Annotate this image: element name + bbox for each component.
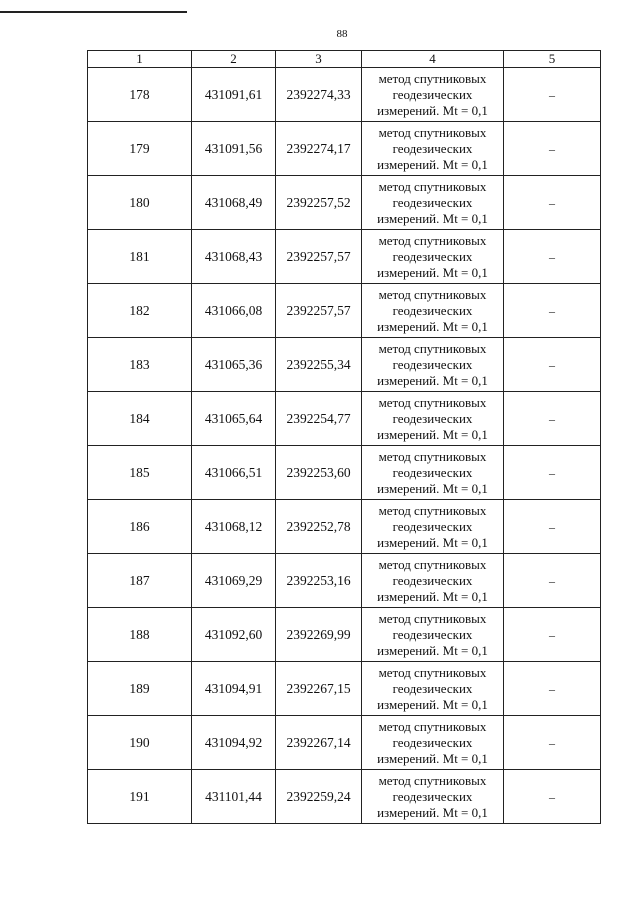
- x-coordinate-cell: [192, 68, 276, 122]
- method-line-2: геодезических: [392, 627, 473, 642]
- y-coordinate-cell: [276, 446, 362, 500]
- y-coordinate-cell: [276, 68, 362, 122]
- point-number: 184: [129, 410, 150, 426]
- y-coordinate: 2392257,57: [286, 302, 351, 318]
- method-cell: [362, 446, 504, 500]
- y-coordinate-cell: [276, 122, 362, 176]
- note-dash: –: [549, 249, 555, 264]
- x-coordinate: 431069,29: [204, 572, 263, 588]
- y-coordinate-cell: [276, 176, 362, 230]
- x-coordinate: 431066,08: [204, 302, 263, 318]
- method-line-1: метод спутниковых: [378, 773, 487, 788]
- method-cell: [362, 392, 504, 446]
- point-number-cell: [88, 392, 192, 446]
- method-line-1: метод спутниковых: [378, 449, 487, 464]
- point-number: 186: [129, 518, 150, 534]
- note-cell: [504, 338, 601, 392]
- y-coordinate: 2392252,78: [286, 518, 351, 534]
- table-row: [88, 716, 601, 770]
- note-dash: –: [549, 303, 555, 318]
- top-rule: [0, 11, 187, 13]
- x-coordinate: 431092,60: [204, 626, 263, 642]
- method-line-2: геодезических: [392, 87, 473, 102]
- note-dash: –: [549, 681, 555, 696]
- note-cell: [504, 284, 601, 338]
- note-dash: –: [549, 789, 555, 804]
- point-number: 178: [129, 86, 150, 102]
- header-cell-3: 3: [276, 51, 362, 68]
- method-cell: [362, 500, 504, 554]
- x-coordinate: 431091,61: [204, 86, 263, 102]
- method-cell: [362, 770, 504, 824]
- point-number-cell: [88, 662, 192, 716]
- method-line-2: геодезических: [392, 411, 473, 426]
- method-line-1: метод спутниковых: [378, 287, 487, 302]
- method-cell: [362, 122, 504, 176]
- x-coordinate: 431068,12: [204, 518, 263, 534]
- y-coordinate-cell: [276, 500, 362, 554]
- header-cell-1: 1: [88, 51, 192, 68]
- method-line-2: геодезических: [392, 735, 473, 750]
- note-cell: [504, 446, 601, 500]
- point-number-cell: [88, 284, 192, 338]
- table-row: [88, 608, 601, 662]
- y-coordinate-cell: [276, 554, 362, 608]
- method-line-3: измерений. Mt = 0,1: [377, 589, 488, 604]
- method-cell: [362, 230, 504, 284]
- y-coordinate: 2392267,15: [286, 680, 351, 696]
- method-line-2: геодезических: [392, 465, 473, 480]
- y-coordinate: 2392254,77: [286, 410, 351, 426]
- x-coordinate: 431101,44: [205, 788, 262, 804]
- method-line-2: геодезических: [392, 681, 473, 696]
- y-coordinate: 2392274,33: [286, 86, 351, 102]
- y-coordinate: 2392257,57: [286, 248, 351, 264]
- point-number-cell: [88, 230, 192, 284]
- point-number-cell: [88, 554, 192, 608]
- note-dash: –: [549, 735, 555, 750]
- x-coordinate: 431094,92: [204, 734, 263, 750]
- method-line-2: геодезических: [392, 249, 473, 264]
- y-coordinate: 2392253,60: [286, 464, 351, 480]
- method-line-2: геодезических: [392, 519, 473, 534]
- note-cell: [504, 554, 601, 608]
- table-row: [88, 176, 601, 230]
- x-coordinate: 431091,56: [204, 140, 263, 156]
- point-number-cell: [88, 716, 192, 770]
- method-line-3: измерений. Mt = 0,1: [377, 319, 488, 334]
- table-header: [88, 51, 601, 68]
- x-coordinate-cell: [192, 554, 276, 608]
- method-line-1: метод спутниковых: [378, 719, 487, 734]
- point-number: 191: [129, 788, 150, 804]
- x-coordinate-cell: [192, 230, 276, 284]
- x-coordinate: 431068,43: [204, 248, 263, 264]
- point-number-cell: [88, 68, 192, 122]
- note-dash: –: [549, 411, 555, 426]
- method-line-2: геодезических: [392, 303, 473, 318]
- method-cell: [362, 284, 504, 338]
- y-coordinate-cell: [276, 284, 362, 338]
- method-cell: [362, 338, 504, 392]
- x-coordinate-cell: [192, 608, 276, 662]
- point-number-cell: [88, 176, 192, 230]
- table-row: [88, 662, 601, 716]
- point-number: 181: [129, 248, 150, 264]
- note-dash: –: [549, 195, 555, 210]
- table-row: [88, 338, 601, 392]
- note-cell: [504, 608, 601, 662]
- note-cell: [504, 392, 601, 446]
- table-row: [88, 446, 601, 500]
- table-row: [88, 122, 601, 176]
- note-cell: [504, 500, 601, 554]
- point-number-cell: [88, 338, 192, 392]
- point-number-cell: [88, 122, 192, 176]
- method-line-1: метод спутниковых: [378, 395, 487, 410]
- y-coordinate-cell: [276, 230, 362, 284]
- y-coordinate: 2392257,52: [286, 194, 351, 210]
- x-coordinate-cell: [192, 716, 276, 770]
- note-dash: –: [549, 87, 555, 102]
- note-dash: –: [549, 519, 555, 534]
- method-line-3: измерений. Mt = 0,1: [377, 751, 488, 766]
- y-coordinate-cell: [276, 608, 362, 662]
- method-line-1: метод спутниковых: [378, 503, 487, 518]
- note-dash: –: [549, 627, 555, 642]
- table-row: [88, 500, 601, 554]
- table-body: [88, 68, 601, 824]
- point-number: 187: [129, 572, 150, 588]
- x-coordinate-cell: [192, 770, 276, 824]
- y-coordinate-cell: [276, 392, 362, 446]
- x-coordinate: 431094,91: [204, 680, 263, 696]
- method-line-2: геодезических: [392, 141, 473, 156]
- note-cell: [504, 662, 601, 716]
- note-dash: –: [549, 357, 555, 372]
- method-line-1: метод спутниковых: [378, 557, 487, 572]
- x-coordinate-cell: [192, 338, 276, 392]
- x-coordinate: 431065,64: [204, 410, 263, 426]
- point-number: 183: [129, 356, 150, 372]
- point-number: 188: [129, 626, 150, 642]
- note-cell: [504, 230, 601, 284]
- note-dash: –: [549, 465, 555, 480]
- method-line-3: измерений. Mt = 0,1: [377, 805, 488, 820]
- y-coordinate-cell: [276, 770, 362, 824]
- y-coordinate: 2392259,24: [286, 788, 351, 804]
- method-line-2: геодезических: [392, 789, 473, 804]
- method-line-1: метод спутниковых: [378, 71, 487, 86]
- note-cell: [504, 68, 601, 122]
- point-number: 190: [129, 734, 150, 750]
- method-line-3: измерений. Mt = 0,1: [377, 535, 488, 550]
- x-coordinate: 431068,49: [204, 194, 263, 210]
- table-row: [88, 770, 601, 824]
- x-coordinate-cell: [192, 176, 276, 230]
- header-cell-5: 5: [504, 51, 601, 68]
- header-cell-4: 4: [362, 51, 504, 68]
- method-line-2: геодезических: [392, 573, 473, 588]
- y-coordinate: 2392274,17: [286, 140, 351, 156]
- coordinates-table: [87, 50, 601, 824]
- method-line-3: измерений. Mt = 0,1: [377, 265, 488, 280]
- method-line-2: геодезических: [392, 195, 473, 210]
- y-coordinate: 2392267,14: [286, 734, 351, 750]
- method-cell: [362, 608, 504, 662]
- point-number-cell: [88, 500, 192, 554]
- x-coordinate-cell: [192, 500, 276, 554]
- y-coordinate: 2392269,99: [286, 626, 351, 642]
- method-line-1: метод спутниковых: [378, 179, 487, 194]
- y-coordinate: 2392253,16: [286, 572, 351, 588]
- table-row: [88, 554, 601, 608]
- x-coordinate: 431066,51: [204, 464, 263, 480]
- table-row: [88, 392, 601, 446]
- method-line-3: измерений. Mt = 0,1: [377, 157, 488, 172]
- method-line-1: метод спутниковых: [378, 233, 487, 248]
- method-line-3: измерений. Mt = 0,1: [377, 697, 488, 712]
- note-cell: [504, 770, 601, 824]
- method-cell: [362, 176, 504, 230]
- table-row: [88, 68, 601, 122]
- x-coordinate-cell: [192, 662, 276, 716]
- method-line-3: измерений. Mt = 0,1: [377, 481, 488, 496]
- method-line-1: метод спутниковых: [378, 611, 487, 626]
- method-cell: [362, 662, 504, 716]
- method-line-3: измерений. Mt = 0,1: [377, 373, 488, 388]
- method-line-1: метод спутниковых: [378, 125, 487, 140]
- method-cell: [362, 716, 504, 770]
- method-line-3: измерений. Mt = 0,1: [377, 103, 488, 118]
- table-row: [88, 284, 601, 338]
- point-number: 189: [129, 680, 150, 696]
- header-cell-2: 2: [192, 51, 276, 68]
- method-line-1: метод спутниковых: [378, 341, 487, 356]
- point-number-cell: [88, 608, 192, 662]
- method-line-3: измерений. Mt = 0,1: [377, 427, 488, 442]
- x-coordinate: 431065,36: [204, 356, 263, 372]
- y-coordinate-cell: [276, 716, 362, 770]
- method-line-1: метод спутниковых: [378, 665, 487, 680]
- x-coordinate-cell: [192, 392, 276, 446]
- x-coordinate-cell: [192, 284, 276, 338]
- table-row: [88, 230, 601, 284]
- point-number: 179: [129, 140, 150, 156]
- x-coordinate-cell: [192, 446, 276, 500]
- y-coordinate-cell: [276, 338, 362, 392]
- method-line-3: измерений. Mt = 0,1: [377, 643, 488, 658]
- note-dash: –: [549, 573, 555, 588]
- y-coordinate-cell: [276, 662, 362, 716]
- note-dash: –: [549, 141, 555, 156]
- note-cell: [504, 122, 601, 176]
- method-cell: [362, 554, 504, 608]
- note-cell: [504, 176, 601, 230]
- page-number: 88: [336, 28, 348, 40]
- method-line-2: геодезических: [392, 357, 473, 372]
- point-number: 180: [129, 194, 150, 210]
- note-cell: [504, 716, 601, 770]
- method-cell: [362, 68, 504, 122]
- point-number: 182: [129, 302, 150, 318]
- method-line-3: измерений. Mt = 0,1: [377, 211, 488, 226]
- point-number-cell: [88, 446, 192, 500]
- y-coordinate: 2392255,34: [286, 356, 351, 372]
- x-coordinate-cell: [192, 122, 276, 176]
- header-row: [88, 51, 601, 68]
- point-number: 185: [129, 464, 150, 480]
- point-number-cell: [88, 770, 192, 824]
